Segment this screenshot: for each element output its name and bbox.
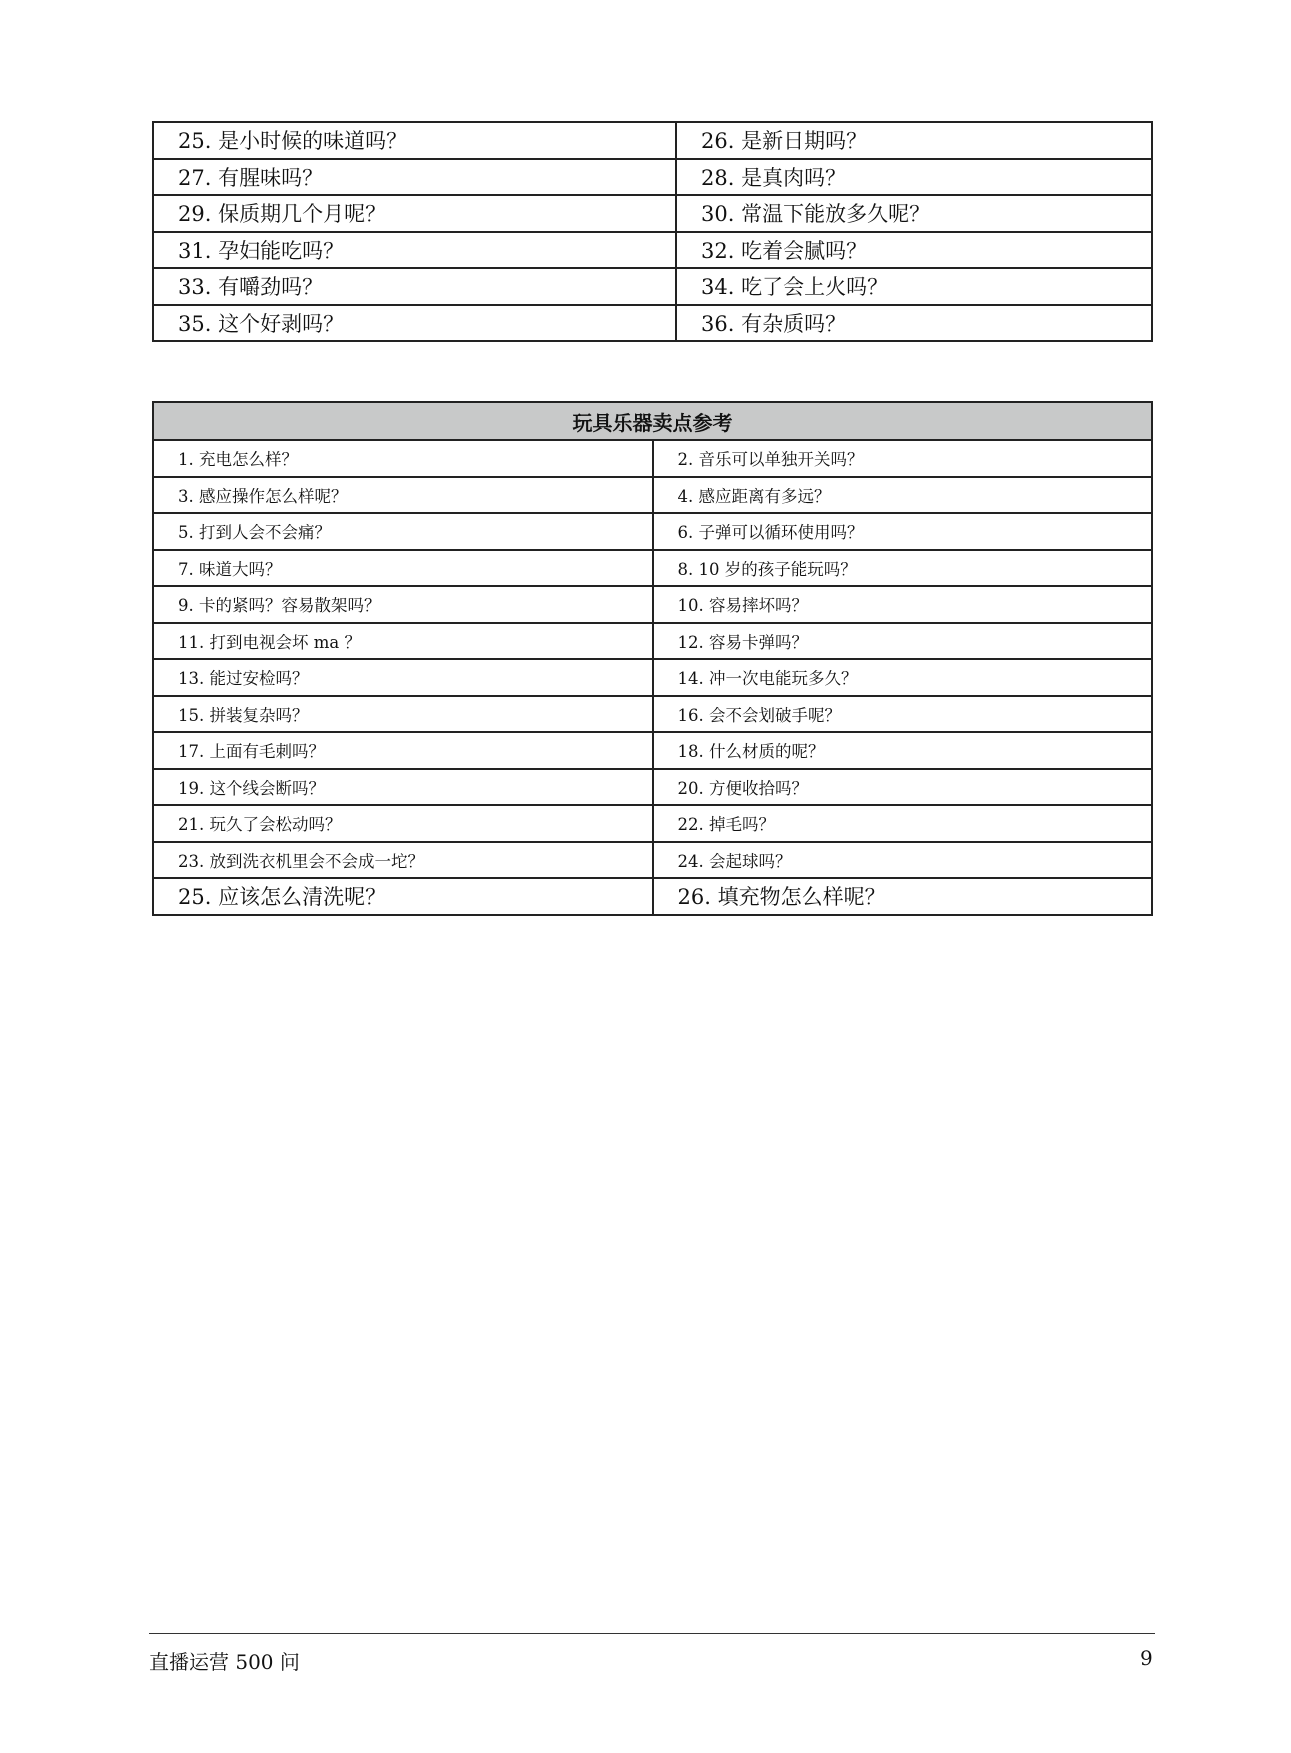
table-row — [153, 696, 1152, 733]
question-cell: 18. 什么材质的呢？ — [653, 732, 1153, 769]
question-cell: 15. 拼装复杂吗？ — [153, 696, 653, 733]
question-cell: 21. 玩久了会松动吗？ — [153, 805, 653, 842]
question-cell: 23. 放到洗衣机里会不会成一坨？ — [153, 842, 653, 879]
table-row — [153, 769, 1152, 806]
table-row — [153, 805, 1152, 842]
question-cell: 36. 有杂质吗？ — [676, 305, 1152, 342]
table-row — [153, 440, 1152, 477]
table-row — [153, 550, 1152, 587]
question-cell: 30. 常温下能放多久呢？ — [676, 195, 1152, 232]
table-row — [153, 305, 1152, 342]
question-cell: 24. 会起球吗？ — [653, 842, 1153, 879]
table-row — [153, 659, 1152, 696]
footer-document-title: 直播运营 500 问 — [149, 1650, 300, 1674]
table-row — [153, 232, 1152, 269]
question-cell: 5. 打到人会不会痛？ — [153, 513, 653, 550]
table-row — [153, 477, 1152, 514]
table-row — [153, 842, 1152, 879]
question-cell: 1. 充电怎么样？ — [153, 440, 653, 477]
question-cell: 20. 方便收拾吗？ — [653, 769, 1153, 806]
question-cell: 34. 吃了会上火吗？ — [676, 268, 1152, 305]
question-cell: 25. 是小时候的味道吗？ — [153, 122, 676, 159]
question-cell: 14. 冲一次电能玩多久？ — [653, 659, 1153, 696]
question-cell: 16. 会不会划破手呢？ — [653, 696, 1153, 733]
question-cell: 22. 掉毛吗？ — [653, 805, 1153, 842]
question-cell: 3. 感应操作怎么样呢？ — [153, 477, 653, 514]
table-title: 玩具乐器卖点参考 — [153, 402, 1152, 440]
question-cell: 29. 保质期几个月呢？ — [153, 195, 676, 232]
question-cell: 35. 这个好剥吗？ — [153, 305, 676, 342]
table-row — [153, 159, 1152, 196]
table-row — [153, 513, 1152, 550]
question-cell: 2. 音乐可以单独开关吗？ — [653, 440, 1153, 477]
table-row — [153, 268, 1152, 305]
question-cell: 11. 打到电视会坏 ma ？ — [153, 623, 653, 660]
table-row — [153, 878, 1152, 915]
question-cell: 27. 有腥味吗？ — [153, 159, 676, 196]
question-cell: 32. 吃着会腻吗？ — [676, 232, 1152, 269]
question-cell: 12. 容易卡弹吗？ — [653, 623, 1153, 660]
question-cell: 4. 感应距离有多远？ — [653, 477, 1153, 514]
question-cell: 7. 味道大吗？ — [153, 550, 653, 587]
question-cell: 26. 是新日期吗？ — [676, 122, 1152, 159]
table-row — [153, 122, 1152, 159]
footer-divider — [149, 1633, 1155, 1634]
question-cell: 8. 10 岁的孩子能玩吗？ — [653, 550, 1153, 587]
question-cell: 33. 有嚼劲吗？ — [153, 268, 676, 305]
toy-instrument-selling-points-table — [152, 401, 1153, 916]
question-cell: 6. 子弹可以循环使用吗？ — [653, 513, 1153, 550]
question-cell: 31. 孕妇能吃吗？ — [153, 232, 676, 269]
table-row — [153, 623, 1152, 660]
question-cell: 19. 这个线会断吗？ — [153, 769, 653, 806]
question-cell: 26. 填充物怎么样呢？ — [653, 878, 1153, 915]
page-number: 9 — [1140, 1646, 1153, 1670]
question-cell: 17. 上面有毛刺吗？ — [153, 732, 653, 769]
food-questions-table — [152, 121, 1153, 342]
question-cell: 28. 是真肉吗？ — [676, 159, 1152, 196]
question-cell: 10. 容易摔坏吗？ — [653, 586, 1153, 623]
question-cell: 13. 能过安检吗？ — [153, 659, 653, 696]
question-cell: 9. 卡的紧吗？容易散架吗？ — [153, 586, 653, 623]
table-row — [153, 732, 1152, 769]
table-row — [153, 195, 1152, 232]
table-row — [153, 586, 1152, 623]
question-cell: 25. 应该怎么清洗呢？ — [153, 878, 653, 915]
